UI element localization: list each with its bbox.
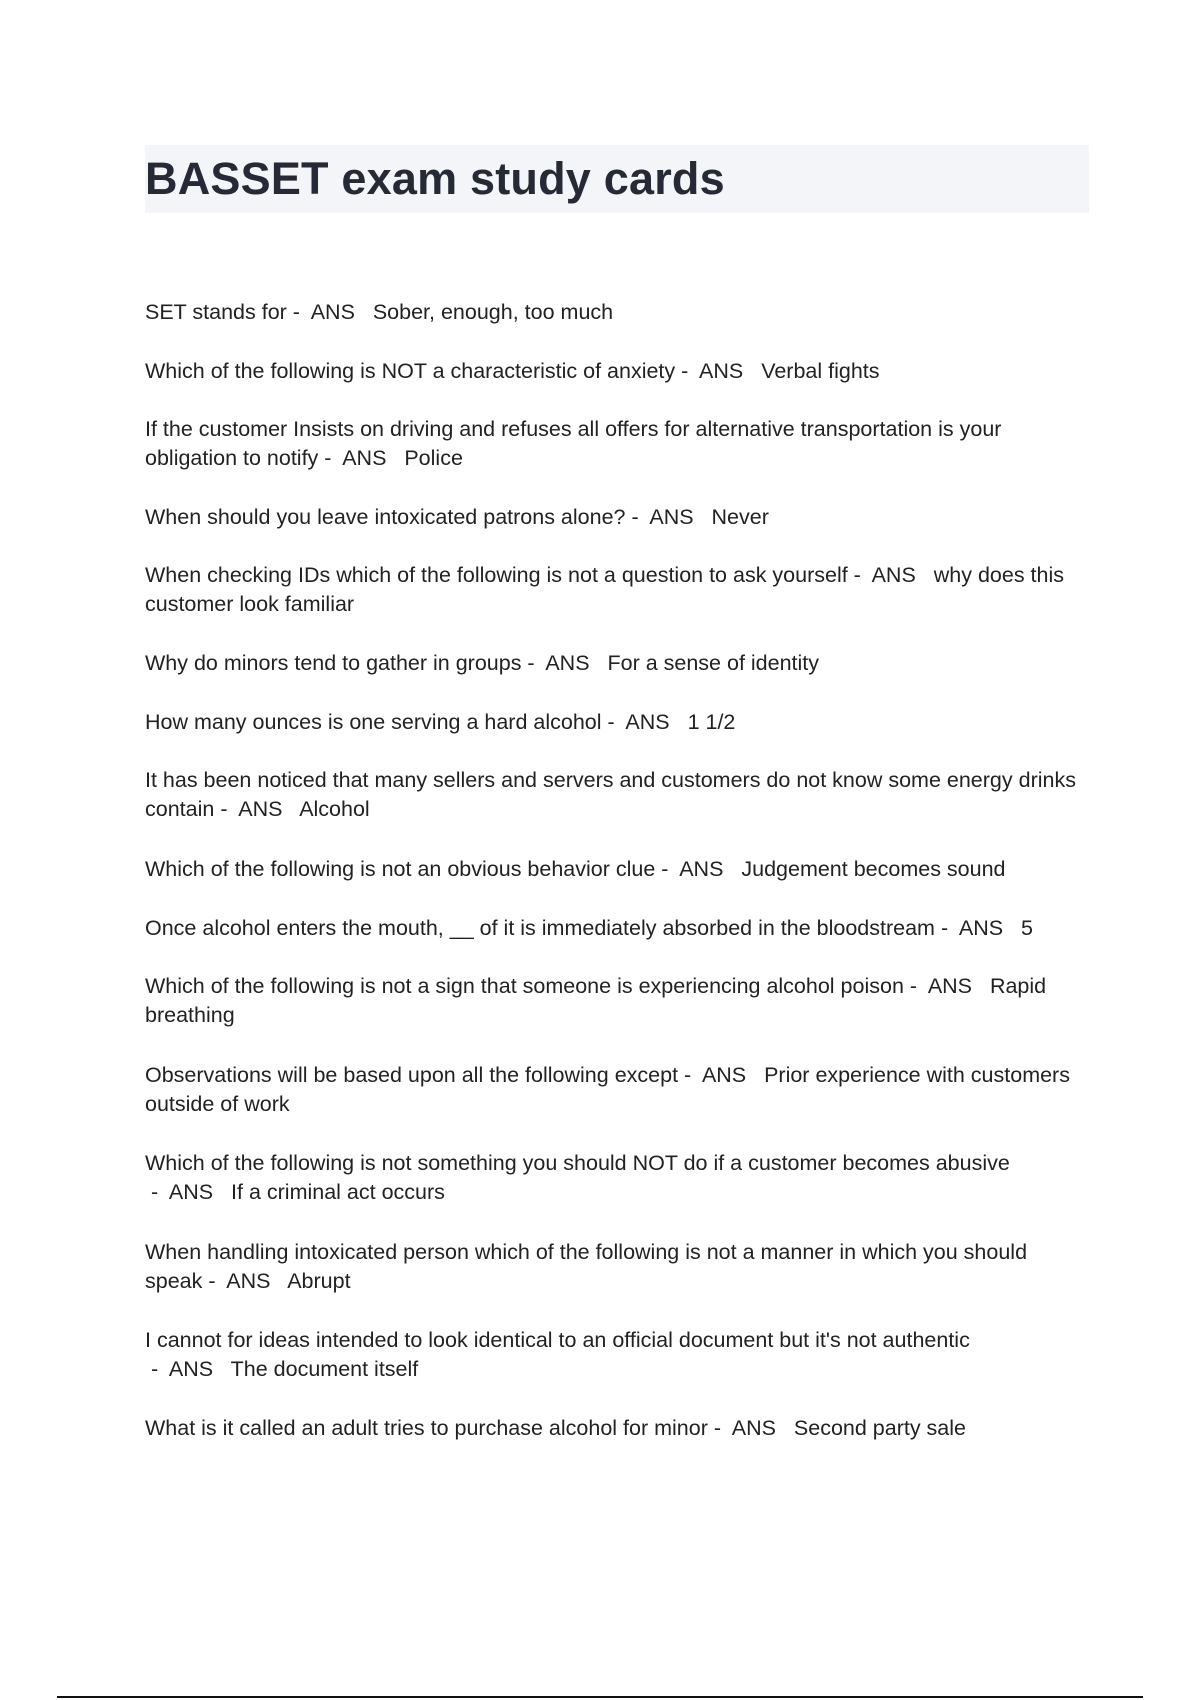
- card-answer: 5: [1021, 916, 1033, 940]
- answer-separator: - ANS: [903, 974, 990, 998]
- study-card: [145, 972, 1085, 1030]
- study-card: [145, 766, 1085, 824]
- card-question: Why do minors tend to gather in groups: [145, 651, 522, 675]
- answer-separator: - ANS: [934, 916, 1021, 940]
- card-question: When checking IDs which of the following is not a question to ask yourself: [145, 563, 848, 587]
- card-question: What is it called an adult tries to purchase alcohol for minor: [145, 1416, 708, 1440]
- card-question: Which of the following is not a sign that someone is experiencing alcohol poison: [145, 974, 904, 998]
- card-question: Once alcohol enters the mouth, __ of it is immediately absorbed in the bloodstream: [145, 916, 935, 940]
- card-answer: For a sense of identity: [607, 651, 820, 675]
- card-question: Which of the following is not an obvious behavior clue: [145, 857, 656, 881]
- answer-separator: - ANS: [214, 797, 300, 821]
- answer-separator: - ANS: [655, 857, 742, 881]
- card-answer: Never: [711, 505, 769, 529]
- answer-separator: - ANS: [202, 1269, 288, 1293]
- study-card: [145, 914, 1085, 943]
- card-answer: Alcohol: [299, 797, 370, 821]
- study-card: [145, 1414, 1085, 1443]
- card-answer: The document itself: [230, 1357, 419, 1381]
- card-answer: Abrupt: [287, 1269, 351, 1293]
- study-card: [145, 1149, 1085, 1207]
- footer-divider: [57, 1696, 1143, 1698]
- study-card: [145, 1238, 1085, 1296]
- card-answer: Verbal fights: [761, 359, 880, 383]
- study-card: [145, 708, 1085, 737]
- answer-separator: - ANS: [318, 446, 405, 470]
- answer-separator: - ANS: [145, 1357, 231, 1381]
- card-answer: Police: [404, 446, 463, 470]
- card-answer: If a criminal act occurs: [231, 1180, 445, 1204]
- card-answer: 1 1/2: [687, 710, 736, 734]
- answer-separator: - ANS: [625, 505, 712, 529]
- answer-separator: - ANS: [521, 651, 608, 675]
- card-answer: Second party sale: [793, 1416, 966, 1440]
- study-card: [145, 1326, 1085, 1384]
- card-answer: Prior experience with customers outside of work: [145, 1063, 1070, 1116]
- card-question: Which of the following is NOT a characteristic of anxiety: [145, 359, 676, 383]
- study-card: [145, 357, 1085, 386]
- answer-separator: - ANS: [145, 1180, 232, 1204]
- card-answer: why does this customer look familiar: [145, 563, 1064, 616]
- card-question: When handling intoxicated person which of the following is not a manner in which you should speak: [145, 1240, 1028, 1293]
- study-card: [145, 1061, 1085, 1119]
- page-title: BASSET exam study cards: [145, 153, 725, 204]
- study-card: [145, 855, 1085, 884]
- card-question: Which of the following is not something you should NOT do if a customer becomes abusive: [145, 1151, 1010, 1175]
- card-question: It has been noticed that many sellers and servers and customers do not know some energy drinks contain: [145, 768, 1076, 821]
- card-answer: Rapid breathing: [145, 974, 1047, 1027]
- card-question: If the customer Insists on driving and refuses all offers for alternative transportation is your obligation to notify: [145, 417, 1002, 470]
- study-card: [145, 503, 1085, 532]
- card-question: When should you leave intoxicated patrons alone?: [145, 505, 626, 529]
- card-question: How many ounces is one serving a hard alcohol: [145, 710, 602, 734]
- answer-separator: - ANS: [847, 563, 934, 587]
- study-card: [145, 561, 1085, 619]
- answer-separator: - ANS: [601, 710, 688, 734]
- study-card: [145, 415, 1085, 473]
- answer-separator: - ANS: [675, 359, 762, 383]
- card-question: I cannot for ideas intended to look identical to an official document but it's not authentic: [145, 1328, 970, 1352]
- answer-separator: - ANS: [678, 1063, 765, 1087]
- title-banner: [145, 145, 1089, 213]
- card-answer: Sober, enough, too much: [372, 300, 614, 324]
- card-answer: Judgement becomes sound: [741, 857, 1006, 881]
- answer-separator: - ANS: [286, 300, 373, 324]
- study-card: [145, 298, 1085, 327]
- card-question: SET stands for: [145, 300, 287, 324]
- study-card: [145, 649, 1085, 678]
- card-question: Observations will be based upon all the following except: [145, 1063, 679, 1087]
- answer-separator: - ANS: [707, 1416, 794, 1440]
